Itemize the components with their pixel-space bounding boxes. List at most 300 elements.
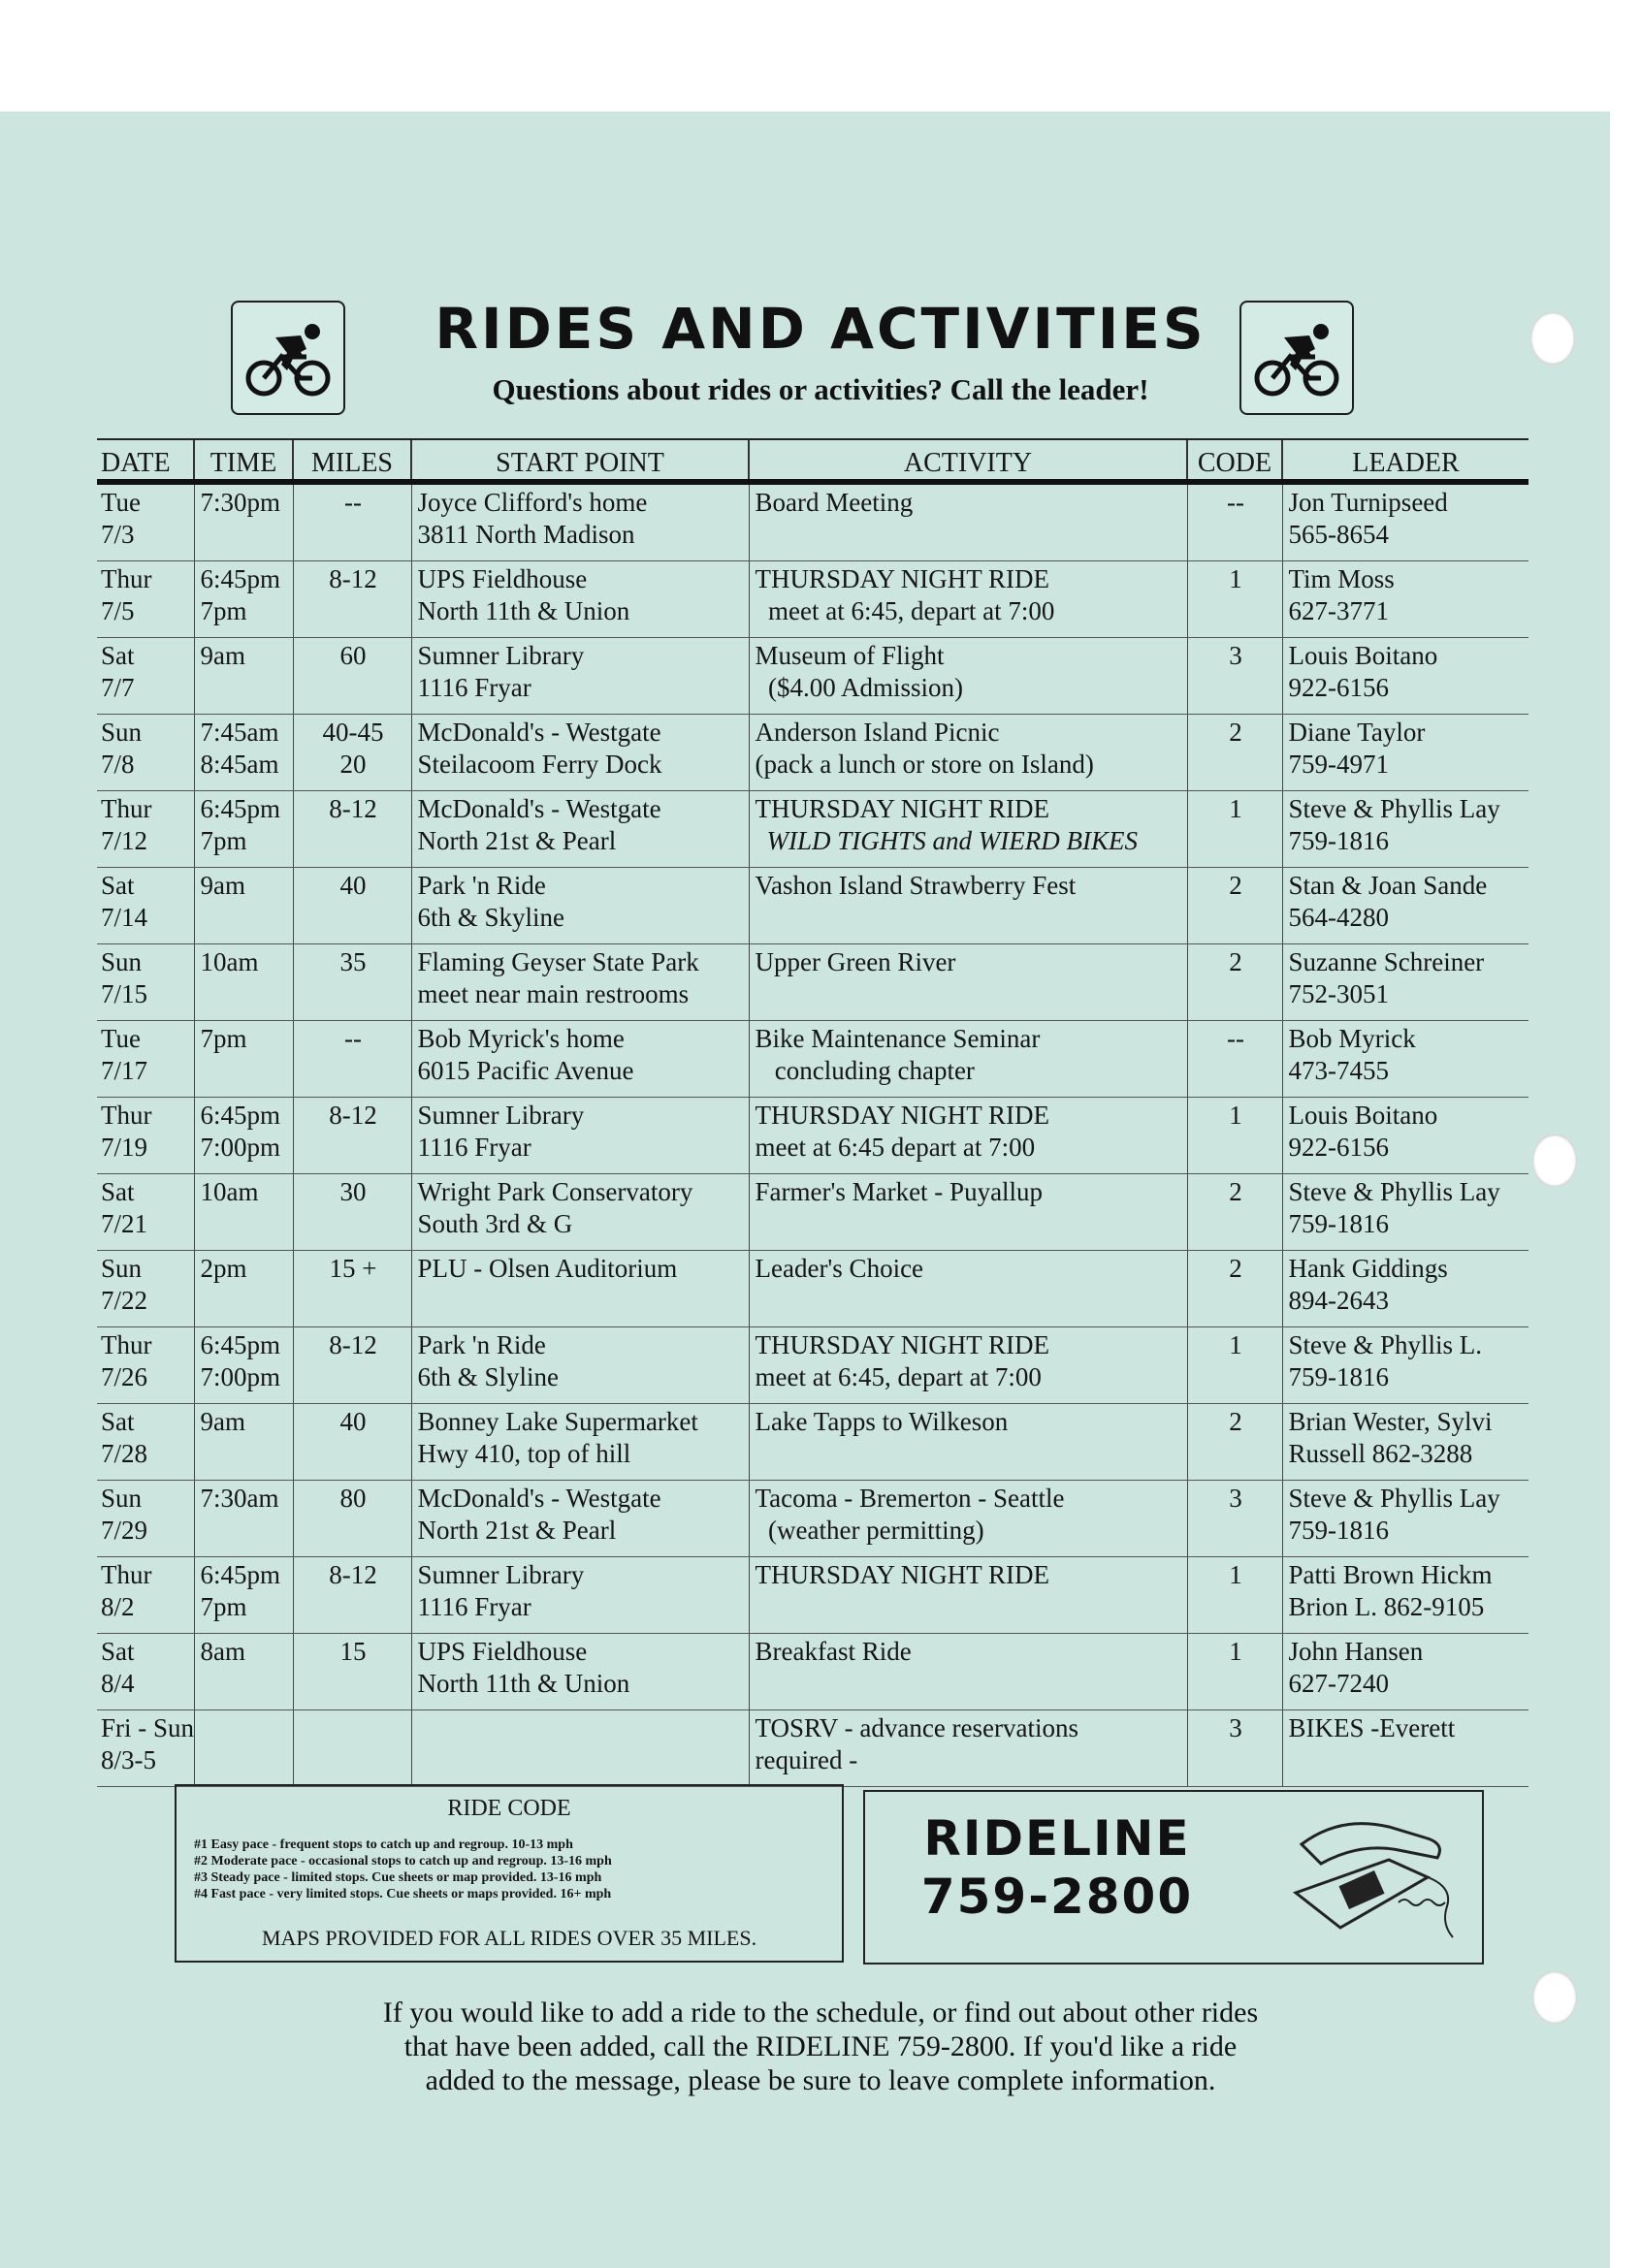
- cell-line: 40: [339, 871, 367, 900]
- cell-line: 1: [1229, 1637, 1242, 1666]
- cell-line: 8/4: [101, 1669, 135, 1698]
- cell-line: Anderson Island Picnic: [755, 718, 1000, 747]
- cell-time: [194, 791, 293, 868]
- cell-line: Sun: [101, 1254, 143, 1283]
- cell-start: [411, 944, 749, 1021]
- column-header-code: CODE: [1187, 439, 1282, 482]
- table-row: [97, 482, 1528, 561]
- cell-time: [194, 1021, 293, 1098]
- cell-line: McDonald's - Westgate: [417, 794, 661, 823]
- cell-leader: [1282, 638, 1528, 715]
- cell-line: North 11th & Union: [417, 596, 630, 625]
- cell-line: Museum of Flight: [755, 641, 945, 670]
- cell-leader: [1282, 1404, 1528, 1481]
- cell-line: Leader's Choice: [755, 1254, 924, 1283]
- cell-miles: [293, 791, 411, 868]
- cell-line: 8-12: [329, 564, 377, 593]
- cell-line: Park 'n Ride: [417, 1330, 546, 1359]
- cell-time: [194, 638, 293, 715]
- table-row: [97, 1481, 1528, 1557]
- cell-line: 9am: [200, 1407, 245, 1436]
- column-header-miles: MILES: [293, 439, 411, 482]
- cell-line: McDonald's - Westgate: [417, 718, 661, 747]
- cell-line: 6:45pm: [200, 1560, 281, 1589]
- cell-time: [194, 561, 293, 638]
- cell-start: [411, 791, 749, 868]
- table-row: [97, 1251, 1528, 1327]
- cell-line: 6th & Skyline: [417, 903, 565, 932]
- cell-line: 2: [1229, 1407, 1242, 1436]
- cell-line: Bike Maintenance Seminar: [755, 1024, 1041, 1053]
- cell-line: 40: [339, 1407, 367, 1436]
- table-row: [97, 868, 1528, 944]
- table-row: [97, 1634, 1528, 1710]
- cell-date: [97, 1251, 194, 1327]
- cell-code: [1187, 944, 1282, 1021]
- rideline-label: RIDELINE: [923, 1810, 1191, 1867]
- cell-line: Louis Boitano: [1288, 1101, 1438, 1130]
- table-row: [97, 1404, 1528, 1481]
- cell-code: [1187, 868, 1282, 944]
- cell-start: [411, 868, 749, 944]
- cell-line: 7/8: [101, 750, 135, 779]
- cell-line: 7/15: [101, 979, 148, 1008]
- cell-line: 8am: [200, 1637, 245, 1666]
- cell-line: Thur: [101, 1101, 152, 1130]
- cell-leader: [1282, 1557, 1528, 1634]
- cell-miles: [293, 1634, 411, 1710]
- cell-line: 2: [1229, 718, 1242, 747]
- cell-line: 894-2643: [1288, 1286, 1389, 1315]
- cell-line: Tacoma - Bremerton - Seattle: [755, 1484, 1065, 1513]
- cell-line: Sun: [101, 947, 143, 976]
- cell-code: [1187, 1174, 1282, 1251]
- ride-code-lines: [194, 1837, 612, 1902]
- cell-line: 20: [339, 750, 367, 779]
- cell-line: 3: [1229, 1484, 1242, 1513]
- cell-line: 7pm: [200, 1024, 247, 1053]
- cell-code: [1187, 561, 1282, 638]
- table-row: [97, 1710, 1528, 1787]
- cell-line: Sumner Library: [417, 641, 585, 670]
- table-row: [97, 638, 1528, 715]
- cell-line: Lake Tapps to Wilkeson: [755, 1407, 1009, 1436]
- ride-code-heading: RIDE CODE: [447, 1796, 571, 1821]
- cell-line: 759-4971: [1288, 750, 1389, 779]
- cell-line: Hwy 410, top of hill: [417, 1439, 631, 1468]
- cell-line: Steve & Phyllis Lay: [1288, 1177, 1500, 1206]
- cell-line: 6:45pm: [200, 1330, 281, 1359]
- cell-line: THURSDAY NIGHT RIDE: [755, 1330, 1050, 1359]
- cell-miles: [293, 1327, 411, 1404]
- ride-code-line: #4 Fast pace - very limited stops. Cue sheets or maps provided. 16+ mph: [194, 1887, 612, 1901]
- cell-line: Russell 862-3288: [1288, 1439, 1473, 1468]
- cell-leader: [1282, 482, 1528, 561]
- cell-line: --: [344, 1024, 362, 1053]
- cell-line: 1116 Fryar: [417, 673, 531, 702]
- cell-line: 6:45pm: [200, 1101, 281, 1130]
- cell-start: [411, 1634, 749, 1710]
- cell-line: 8/2: [101, 1592, 135, 1621]
- cell-code: [1187, 1021, 1282, 1098]
- cell-line: 9am: [200, 641, 245, 670]
- cell-line: 7:00pm: [200, 1133, 281, 1162]
- cell-line: meet at 6:45, depart at 7:00: [755, 1362, 1042, 1391]
- cell-line: John Hansen: [1288, 1637, 1424, 1666]
- cell-line: --: [344, 488, 362, 517]
- cell-activity: [749, 482, 1187, 561]
- cell-activity: [749, 1404, 1187, 1481]
- cell-line: 35: [339, 947, 367, 976]
- cell-line: meet near main restrooms: [417, 979, 690, 1008]
- cell-start: [411, 715, 749, 791]
- table-row: [97, 791, 1528, 868]
- rideline-text: [912, 1809, 1203, 1926]
- cell-date: [97, 1174, 194, 1251]
- table-row: [97, 1021, 1528, 1098]
- cell-time: [194, 1174, 293, 1251]
- cell-line: concluding chapter: [755, 1056, 975, 1085]
- cell-start: [411, 482, 749, 561]
- cell-line: 7/3: [101, 520, 135, 549]
- cell-activity: [749, 791, 1187, 868]
- cell-line: 1: [1229, 1101, 1242, 1130]
- cell-line: PLU - Olsen Auditorium: [417, 1254, 678, 1283]
- cell-line: THURSDAY NIGHT RIDE: [755, 1101, 1050, 1130]
- page-title: RIDES AND ACTIVITIES: [434, 296, 1207, 362]
- cell-line: (weather permitting): [755, 1516, 984, 1545]
- cell-line: 7/19: [101, 1133, 148, 1162]
- cell-line: Suzanne Schreiner: [1288, 947, 1485, 976]
- footer-line: If you would like to add a ride to the schedule, or find out about other rides: [382, 1996, 1259, 2028]
- cell-line: 565-8654: [1288, 520, 1389, 549]
- cell-leader: [1282, 715, 1528, 791]
- cell-date: [97, 1557, 194, 1634]
- cell-line: 7/28: [101, 1439, 148, 1468]
- cell-line: Tim Moss: [1288, 564, 1395, 593]
- cell-code: [1187, 638, 1282, 715]
- cell-line: TOSRV - advance reservations: [755, 1713, 1079, 1742]
- cell-line: Steve & Phyllis L.: [1288, 1330, 1483, 1359]
- table-row: [97, 1557, 1528, 1634]
- cell-line: 922-6156: [1288, 1133, 1389, 1162]
- cell-miles: [293, 1404, 411, 1481]
- cell-line: Sun: [101, 1484, 143, 1513]
- cell-line: 922-6156: [1288, 673, 1389, 702]
- cell-date: [97, 868, 194, 944]
- cell-line: 7pm: [200, 1592, 247, 1621]
- table-body: [97, 482, 1528, 1787]
- cell-line: THURSDAY NIGHT RIDE: [755, 564, 1050, 593]
- cell-miles: [293, 868, 411, 944]
- cell-line: 473-7455: [1288, 1056, 1389, 1085]
- cell-line: Flaming Geyser State Park: [417, 947, 699, 976]
- cell-line: 1116 Fryar: [417, 1592, 531, 1621]
- cell-line: Steilacoom Ferry Dock: [417, 750, 662, 779]
- ride-code-box: [175, 1784, 844, 1963]
- cell-line: 3: [1229, 641, 1242, 670]
- cell-miles: [293, 638, 411, 715]
- cell-leader: [1282, 1634, 1528, 1710]
- cell-code: [1187, 1710, 1282, 1787]
- table-header-row: [97, 439, 1528, 482]
- cell-line: Wright Park Conservatory: [417, 1177, 693, 1206]
- cell-line: Bob Myrick's home: [417, 1024, 625, 1053]
- cell-code: [1187, 1098, 1282, 1174]
- cell-time: [194, 1710, 293, 1787]
- rideline-number: 759-2800: [920, 1869, 1194, 1925]
- cell-line: Fri - Sun: [101, 1713, 194, 1742]
- ride-code-line: #2 Moderate pace - occasional stops to catch up and regroup. 13-16 mph: [194, 1854, 612, 1869]
- cell-line: 7/7: [101, 673, 135, 702]
- cell-line: 759-1816: [1288, 1516, 1389, 1545]
- ride-code-footer: MAPS PROVIDED FOR ALL RIDES OVER 35 MILES.: [261, 1926, 757, 1950]
- cell-line: 30: [339, 1177, 367, 1206]
- cell-start: [411, 1481, 749, 1557]
- cell-line: 2pm: [200, 1254, 247, 1283]
- cell-line: Tue: [101, 1024, 142, 1053]
- cell-leader: [1282, 561, 1528, 638]
- column-header-activity: ACTIVITY: [749, 439, 1187, 482]
- cell-date: [97, 1634, 194, 1710]
- cell-start: [411, 1327, 749, 1404]
- cell-line: 6th & Slyline: [417, 1362, 560, 1391]
- cell-date: [97, 1710, 194, 1787]
- cell-time: [194, 868, 293, 944]
- cell-line: Diane Taylor: [1288, 718, 1426, 747]
- footer-line: added to the message, please be sure to leave complete information.: [425, 2064, 1216, 2096]
- cell-code: [1187, 1481, 1282, 1557]
- cell-line: McDonald's - Westgate: [417, 1484, 661, 1513]
- cell-line: Thur: [101, 794, 152, 823]
- cell-line: ($4.00 Admission): [755, 673, 964, 702]
- cell-line: UPS Fieldhouse: [417, 1637, 588, 1666]
- cell-date: [97, 1021, 194, 1098]
- cell-line: Thur: [101, 564, 152, 593]
- cell-miles: [293, 1481, 411, 1557]
- cell-activity: [749, 561, 1187, 638]
- cell-line: 7/5: [101, 596, 135, 625]
- telephone-icon: [1282, 1805, 1466, 1951]
- cell-activity: [749, 868, 1187, 944]
- cell-line: 7:30am: [200, 1484, 279, 1513]
- cell-time: [194, 1098, 293, 1174]
- cell-line: 8-12: [329, 1560, 377, 1589]
- cell-line: 752-3051: [1288, 979, 1389, 1008]
- cell-line: 627-3771: [1288, 596, 1389, 625]
- rides-schedule-table: [97, 438, 1528, 1787]
- cell-start: [411, 1251, 749, 1327]
- cell-time: [194, 1404, 293, 1481]
- cell-line: Brian Wester, Sylvi: [1288, 1407, 1493, 1436]
- cell-code: [1187, 1634, 1282, 1710]
- cell-line: 8-12: [329, 1330, 377, 1359]
- cell-line: Breakfast Ride: [755, 1637, 912, 1666]
- cell-leader: [1282, 1098, 1528, 1174]
- cell-activity: [749, 1098, 1187, 1174]
- cell-line: 10am: [200, 1177, 259, 1206]
- cell-leader: [1282, 868, 1528, 944]
- cell-miles: [293, 1557, 411, 1634]
- cell-leader: [1282, 1021, 1528, 1098]
- cell-activity: [749, 1327, 1187, 1404]
- cell-line: 7pm: [200, 596, 247, 625]
- cell-code: [1187, 1327, 1282, 1404]
- cell-activity: [749, 1710, 1187, 1787]
- cell-miles: [293, 715, 411, 791]
- cell-line: Upper Green River: [755, 947, 956, 976]
- cell-activity: [749, 1251, 1187, 1327]
- cell-miles: [293, 482, 411, 561]
- cell-leader: [1282, 1251, 1528, 1327]
- cell-line: 7pm: [200, 826, 247, 855]
- cell-code: [1187, 1557, 1282, 1634]
- cell-line: 7/29: [101, 1516, 148, 1545]
- cell-line: Vashon Island Strawberry Fest: [755, 871, 1077, 900]
- cell-line: Sat: [101, 1637, 135, 1666]
- cell-code: [1187, 1251, 1282, 1327]
- cell-miles: [293, 1098, 411, 1174]
- cell-line: 60: [339, 641, 367, 670]
- cell-line: UPS Fieldhouse: [417, 564, 588, 593]
- cell-line: BIKES -Everett: [1288, 1713, 1456, 1742]
- cell-line: Brion L. 862-9105: [1288, 1592, 1485, 1621]
- cell-start: [411, 1174, 749, 1251]
- cell-time: [194, 715, 293, 791]
- table-row: [97, 715, 1528, 791]
- cell-line: 15 +: [329, 1254, 377, 1283]
- footer-note: [0, 1996, 1641, 2097]
- cell-date: [97, 791, 194, 868]
- cell-line: Sun: [101, 718, 143, 747]
- cell-activity: [749, 1481, 1187, 1557]
- cell-line: 8-12: [329, 1101, 377, 1130]
- cell-date: [97, 482, 194, 561]
- cell-activity: [749, 1634, 1187, 1710]
- cell-line: WILD TIGHTS and WIERD BIKES: [766, 826, 1138, 855]
- cell-time: [194, 1327, 293, 1404]
- cell-line: Stan & Joan Sande: [1288, 871, 1488, 900]
- cell-miles: [293, 561, 411, 638]
- cell-line: 2: [1229, 947, 1242, 976]
- table-row: [97, 561, 1528, 638]
- cell-date: [97, 561, 194, 638]
- cell-time: [194, 482, 293, 561]
- cell-start: [411, 1098, 749, 1174]
- cell-miles: [293, 1251, 411, 1327]
- cell-line: South 3rd & G: [417, 1209, 573, 1238]
- cell-line: North 21st & Pearl: [417, 1516, 617, 1545]
- table-row: [97, 1098, 1528, 1174]
- cell-line: 7:30pm: [200, 488, 281, 517]
- cell-start: [411, 1710, 749, 1787]
- cell-line: Joyce Clifford's home: [417, 488, 648, 517]
- cell-date: [97, 638, 194, 715]
- cell-time: [194, 944, 293, 1021]
- cell-line: --: [1227, 488, 1244, 517]
- cell-date: [97, 1327, 194, 1404]
- cell-line: Hank Giddings: [1288, 1254, 1448, 1283]
- cell-start: [411, 561, 749, 638]
- page-subtitle: Questions about rides or activities? Call the leader!: [492, 372, 1149, 406]
- cell-line: meet at 6:45 depart at 7:00: [755, 1133, 1036, 1162]
- cell-start: [411, 1557, 749, 1634]
- cell-line: Thur: [101, 1560, 152, 1589]
- cell-line: 6015 Pacific Avenue: [417, 1056, 634, 1085]
- cell-line: required -: [755, 1745, 858, 1774]
- cell-code: [1187, 482, 1282, 561]
- cell-line: 7/17: [101, 1056, 148, 1085]
- cell-line: Sat: [101, 1407, 135, 1436]
- cell-line: North 11th & Union: [417, 1669, 630, 1698]
- punch-hole-middle: [1532, 1134, 1577, 1187]
- ride-code-line: #3 Steady pace - limited stops. Cue sheets or map provided. 13-16 mph: [194, 1870, 602, 1885]
- cell-line: THURSDAY NIGHT RIDE: [755, 1560, 1050, 1589]
- cell-line: 759-1816: [1288, 826, 1389, 855]
- cell-line: Sumner Library: [417, 1560, 585, 1589]
- cell-miles: [293, 1710, 411, 1787]
- cell-line: 759-1816: [1288, 1209, 1389, 1238]
- column-header-start-point: START POINT: [411, 439, 749, 482]
- cell-leader: [1282, 1174, 1528, 1251]
- cell-line: Sumner Library: [417, 1101, 585, 1130]
- cell-line: Patti Brown Hickm: [1288, 1560, 1493, 1589]
- cell-line: 8:45am: [200, 750, 279, 779]
- cell-code: [1187, 715, 1282, 791]
- cell-line: meet at 6:45, depart at 7:00: [755, 596, 1055, 625]
- cell-line: 15: [339, 1637, 367, 1666]
- cell-line: --: [1227, 1024, 1244, 1053]
- cell-line: 1116 Fryar: [417, 1133, 531, 1162]
- cell-activity: [749, 944, 1187, 1021]
- cell-start: [411, 1404, 749, 1481]
- cell-line: Farmer's Market - Puyallup: [755, 1177, 1044, 1206]
- cell-start: [411, 1021, 749, 1098]
- rideline-box: [863, 1790, 1484, 1965]
- cell-time: [194, 1481, 293, 1557]
- cell-line: 6:45pm: [200, 794, 281, 823]
- cell-line: 10am: [200, 947, 259, 976]
- cell-activity: [749, 1557, 1187, 1634]
- cell-line: 3811 North Madison: [417, 520, 635, 549]
- cell-line: 7/12: [101, 826, 148, 855]
- cell-line: 8/3-5: [101, 1745, 156, 1774]
- cell-miles: [293, 944, 411, 1021]
- table-row: [97, 1174, 1528, 1251]
- cell-activity: [749, 715, 1187, 791]
- cell-miles: [293, 1021, 411, 1098]
- cell-line: 7/26: [101, 1362, 148, 1391]
- cell-line: Steve & Phyllis Lay: [1288, 794, 1500, 823]
- cell-time: [194, 1557, 293, 1634]
- cell-date: [97, 1404, 194, 1481]
- column-header-time: TIME: [194, 439, 293, 482]
- cell-activity: [749, 638, 1187, 715]
- cell-line: 7:45am: [200, 718, 279, 747]
- cell-line: 1: [1229, 1330, 1242, 1359]
- cell-line: 1: [1229, 1560, 1242, 1589]
- cell-leader: [1282, 791, 1528, 868]
- cell-date: [97, 1481, 194, 1557]
- cell-line: 1: [1229, 794, 1242, 823]
- cell-date: [97, 944, 194, 1021]
- cell-line: 8-12: [329, 794, 377, 823]
- cell-line: Sat: [101, 1177, 135, 1206]
- cell-time: [194, 1634, 293, 1710]
- cell-line: (pack a lunch or store on Island): [755, 750, 1094, 779]
- cell-line: 7/14: [101, 903, 148, 932]
- cell-line: Sat: [101, 641, 135, 670]
